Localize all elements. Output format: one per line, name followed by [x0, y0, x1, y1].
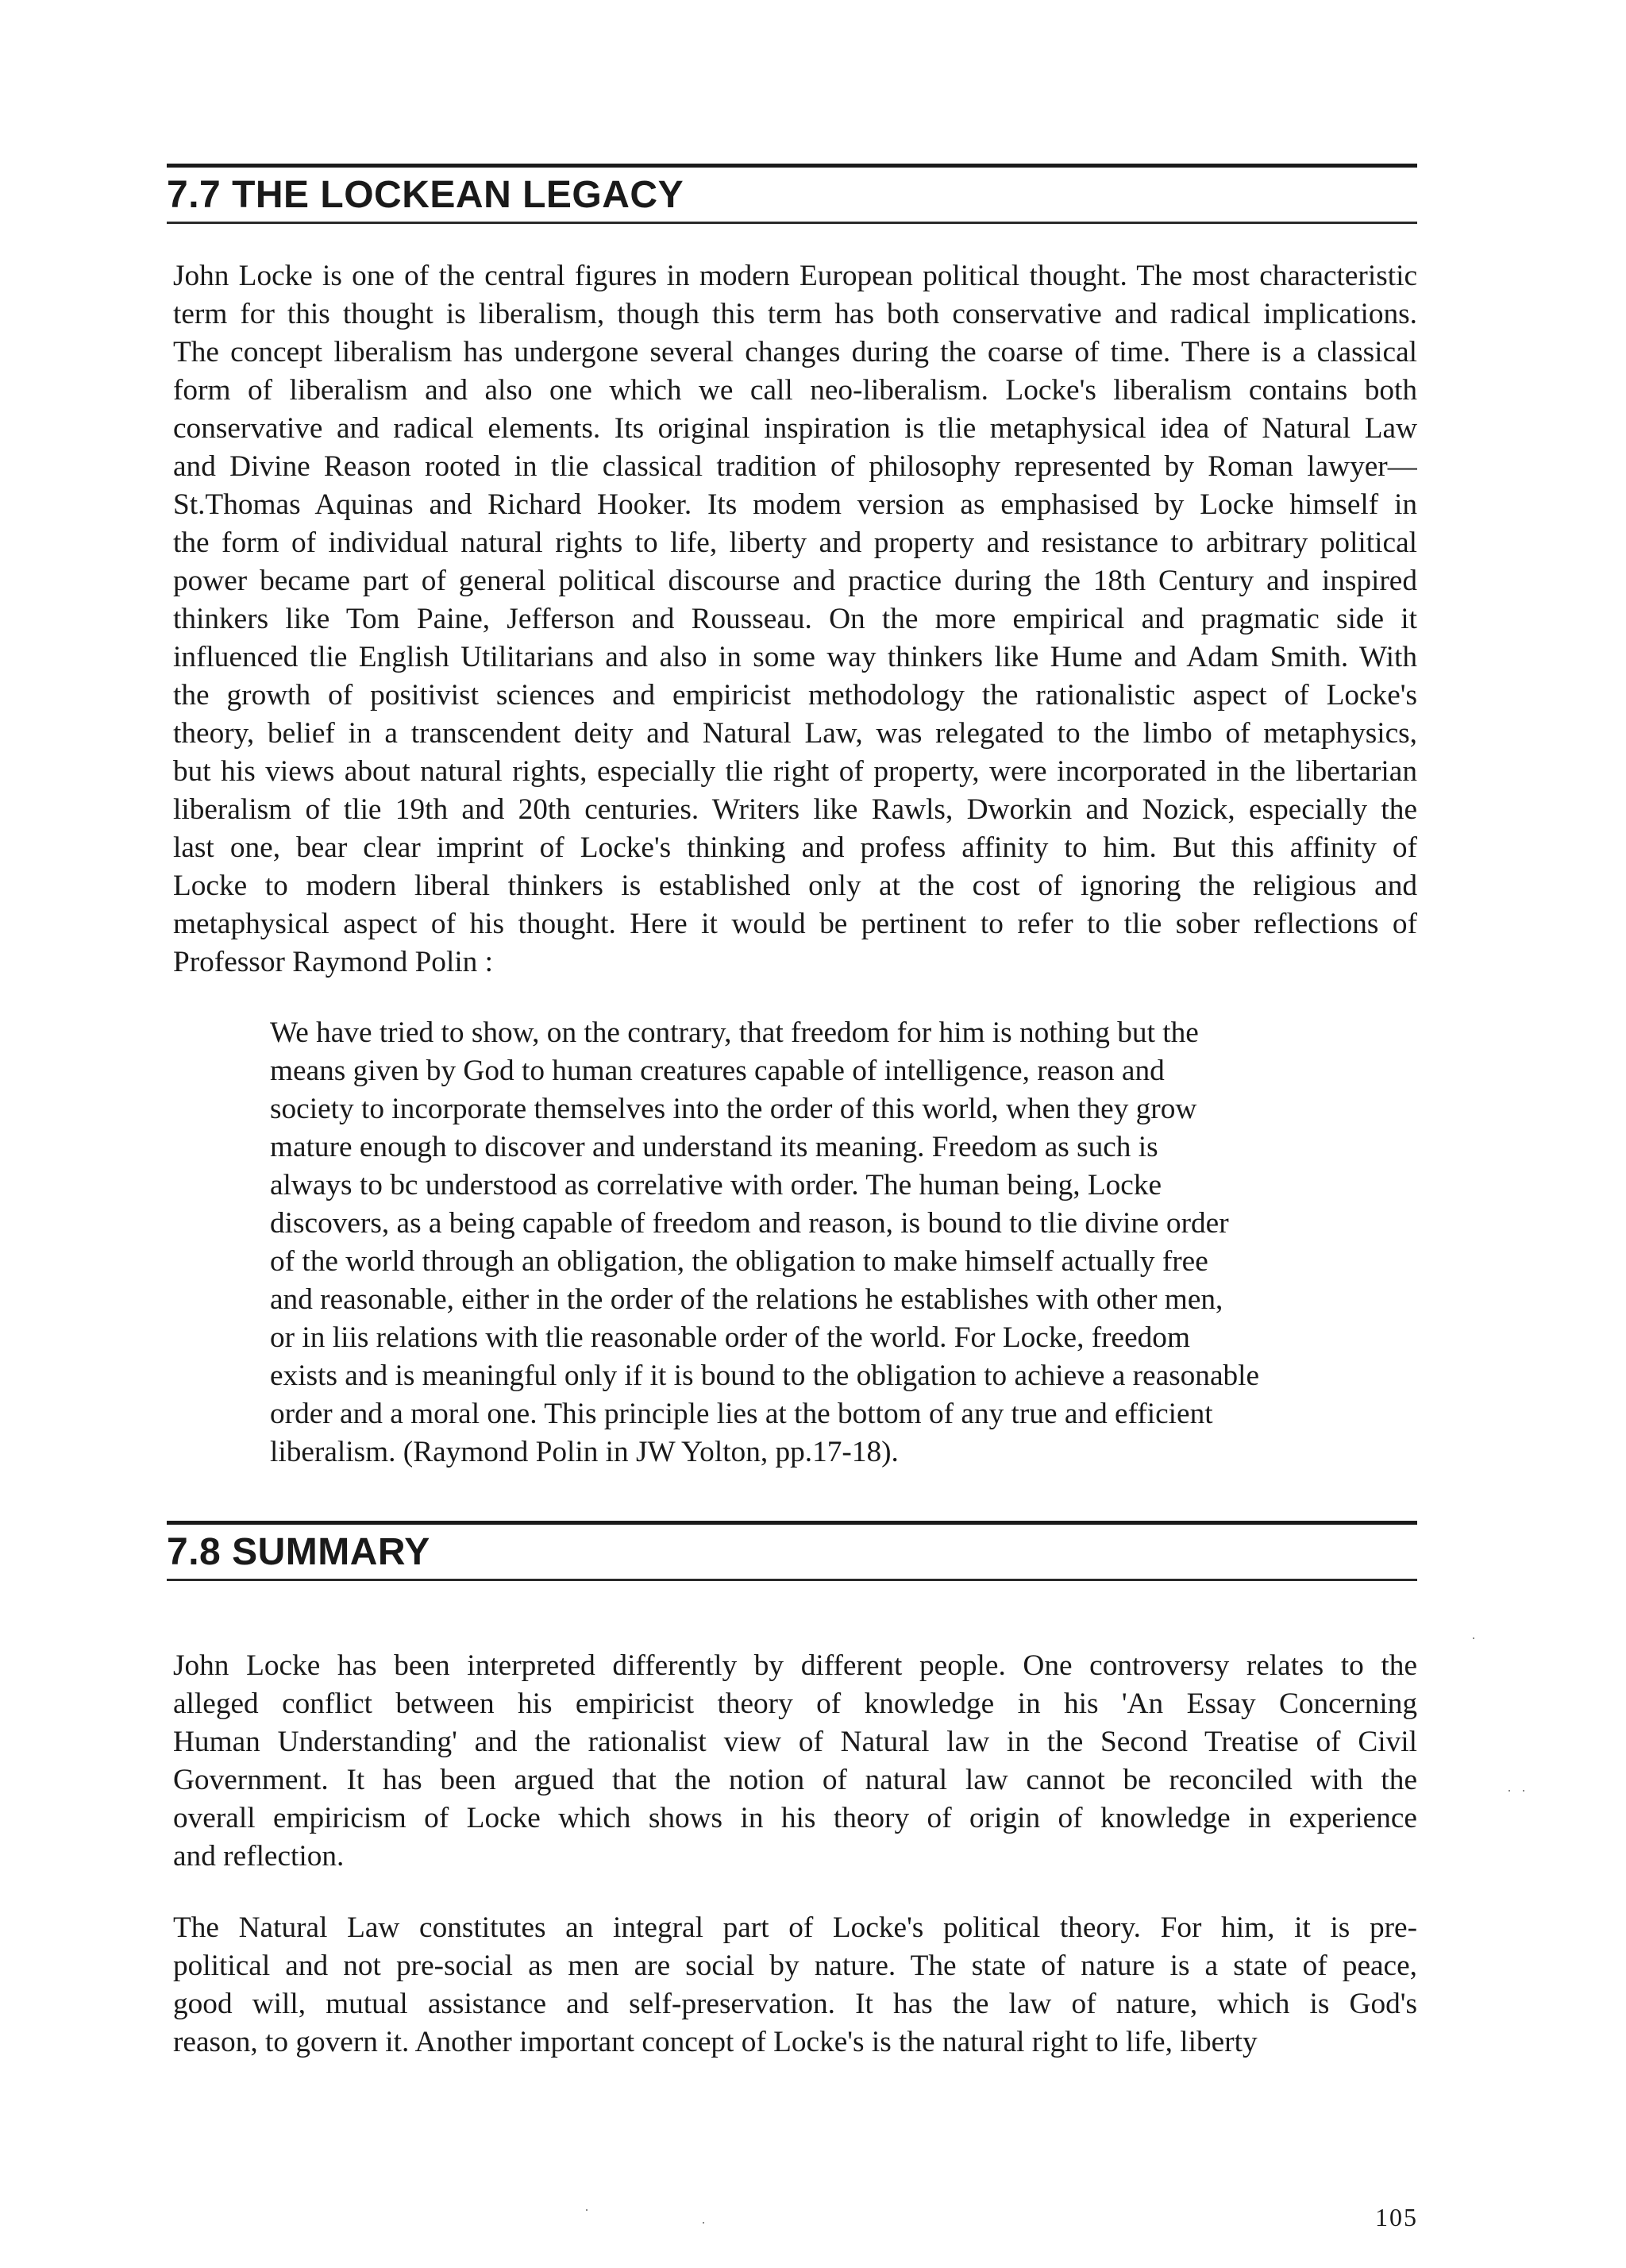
text-line: conservative and radical elements. Its original inspiration is tlie metaphysical idea of Natural Law [173, 412, 1417, 445]
text-line: St.Thomas Aquinas and Richard Hooker. Its modem version as emphasised by Locke himself in [173, 488, 1417, 521]
scan-speck [1523, 1790, 1524, 1792]
scan-speck [703, 2222, 704, 2224]
text-line: of the world through an obligation, the obligation to make himself actually free [270, 1245, 1208, 1278]
text-line: liberalism of tlie 19th and 20th centuries. Writers like Rawls, Dworkin and Nozick, especially the [173, 793, 1417, 826]
text-line: thinkers like Tom Paine, Jefferson and Rousseau. On the more empirical and pragmatic side it [173, 603, 1417, 635]
text-line: good will, mutual assistance and self-preservation. It has the law of nature, which is God's [173, 1988, 1417, 2020]
text-line: Locke to modern liberal thinkers is established only at the cost of ignoring the religious and [173, 870, 1417, 902]
text-line: the form of individual natural rights to life, liberty and property and resistance to arbitrary political [173, 526, 1417, 559]
heading-bottom-rule [167, 1579, 1417, 1581]
text-line: exists and is meaningful only if it is bound to the obligation to achieve a reasonable [270, 1360, 1260, 1392]
text-line: overall empiricism of Locke which shows in his theory of origin of knowledge in experience [173, 1802, 1417, 1834]
scan-speck [1508, 1790, 1510, 1792]
text-line: term for this thought is liberalism, though this term has both conservative and radical implications. [173, 298, 1417, 330]
text-line: the growth of positivist sciences and empiricist methodology the rationalistic aspect of Locke's [173, 679, 1417, 712]
text-line: but his views about natural rights, especially tlie right of property, were incorporated in the libertarian [173, 755, 1417, 788]
text-line: and Divine Reason rooted in tlie classical tradition of philosophy represented by Roman lawyer— [173, 450, 1417, 483]
summary-paragraph-1 [173, 1647, 1417, 1876]
text-line: alleged conflict between his empiricist theory of knowledge in his 'An Essay Concerning [173, 1688, 1417, 1720]
text-line: John Locke is one of the central figures in modern European political thought. The most characteristic [173, 260, 1417, 292]
text-line: The concept liberalism has undergone several changes during the coarse of time. There is a classical [173, 336, 1417, 368]
lockean-legacy-paragraph [173, 257, 1417, 982]
text-line: influenced tlie English Utilitarians and also in some way thinkers like Hume and Adam Smith. With [173, 641, 1417, 673]
text-line: liberalism. (Raymond Polin in JW Yolton, pp.17-18). [270, 1436, 899, 1468]
section-heading-lockean-legacy [167, 164, 1417, 224]
text-line: Government. It has been argued that the notion of natural law cannot be reconciled with the [173, 1764, 1417, 1796]
text-line: last one, bear clear imprint of Locke's thinking and profess affinity to him. But this affinity of [173, 831, 1417, 864]
text-line: order and a moral one. This principle lies at the bottom of any true and efficient [270, 1398, 1213, 1430]
text-line: John Locke has been interpreted differently by different people. One controversy relates to the [173, 1649, 1417, 1682]
text-line: reason, to govern it. Another important concept of Locke's is the natural right to life, liberty [173, 2026, 1258, 2058]
text-line: metaphysical aspect of his thought. Here it would be pertinent to refer to tlie sober reflections of [173, 908, 1417, 940]
text-line: The Natural Law constitutes an integral part of Locke's political theory. For him, it is pre- [173, 1911, 1417, 1944]
text-line: power became part of general political discourse and practice during the 18th Century and inspired [173, 565, 1417, 597]
page-number: 105 [1375, 2203, 1418, 2231]
text-line: and reflection. [173, 1840, 345, 1873]
polin-block-quote [270, 1014, 1327, 1472]
text-line: means given by God to human creatures capable of intelligence, reason and [270, 1055, 1165, 1087]
section-heading-summary [167, 1521, 1417, 1581]
text-line: theory, belief in a transcendent deity and Natural Law, was relegated to the limbo of metaphysics, [173, 717, 1417, 750]
text-line: or in liis relations with tlie reasonable order of the world. For Locke, freedom [270, 1321, 1190, 1354]
text-line: form of liberalism and also one which we call neo-liberalism. Locke's liberalism contains both [173, 374, 1417, 407]
text-line: Human Understanding' and the rationalist view of Natural law in the Second Treatise of Civil [173, 1726, 1417, 1758]
section-title: 7.8 SUMMARY [167, 1531, 430, 1573]
scan-speck [586, 2209, 588, 2211]
text-line: political and not pre-social as men are social by nature. The state of nature is a state of peace, [173, 1950, 1417, 1982]
text-line: always to bc understood as correlative with order. The human being, Locke [270, 1169, 1162, 1202]
heading-bottom-rule [167, 222, 1417, 224]
text-line: mature enough to discover and understand its meaning. Freedom as such is [270, 1131, 1158, 1163]
text-line: discovers, as a being capable of freedom and reason, is bound to tlie divine order [270, 1207, 1229, 1240]
text-line: and reasonable, either in the order of the relations he establishes with other men, [270, 1283, 1223, 1316]
scan-speck [1473, 1637, 1474, 1639]
text-line: We have tried to show, on the contrary, that freedom for him is nothing but the [270, 1016, 1199, 1049]
text-line: society to incorporate themselves into the order of this world, when they grow [270, 1093, 1197, 1125]
summary-paragraph-2 [173, 1909, 1417, 2062]
text-line: Professor Raymond Polin : [173, 946, 494, 978]
section-title: 7.7 THE LOCKEAN LEGACY [167, 174, 684, 216]
